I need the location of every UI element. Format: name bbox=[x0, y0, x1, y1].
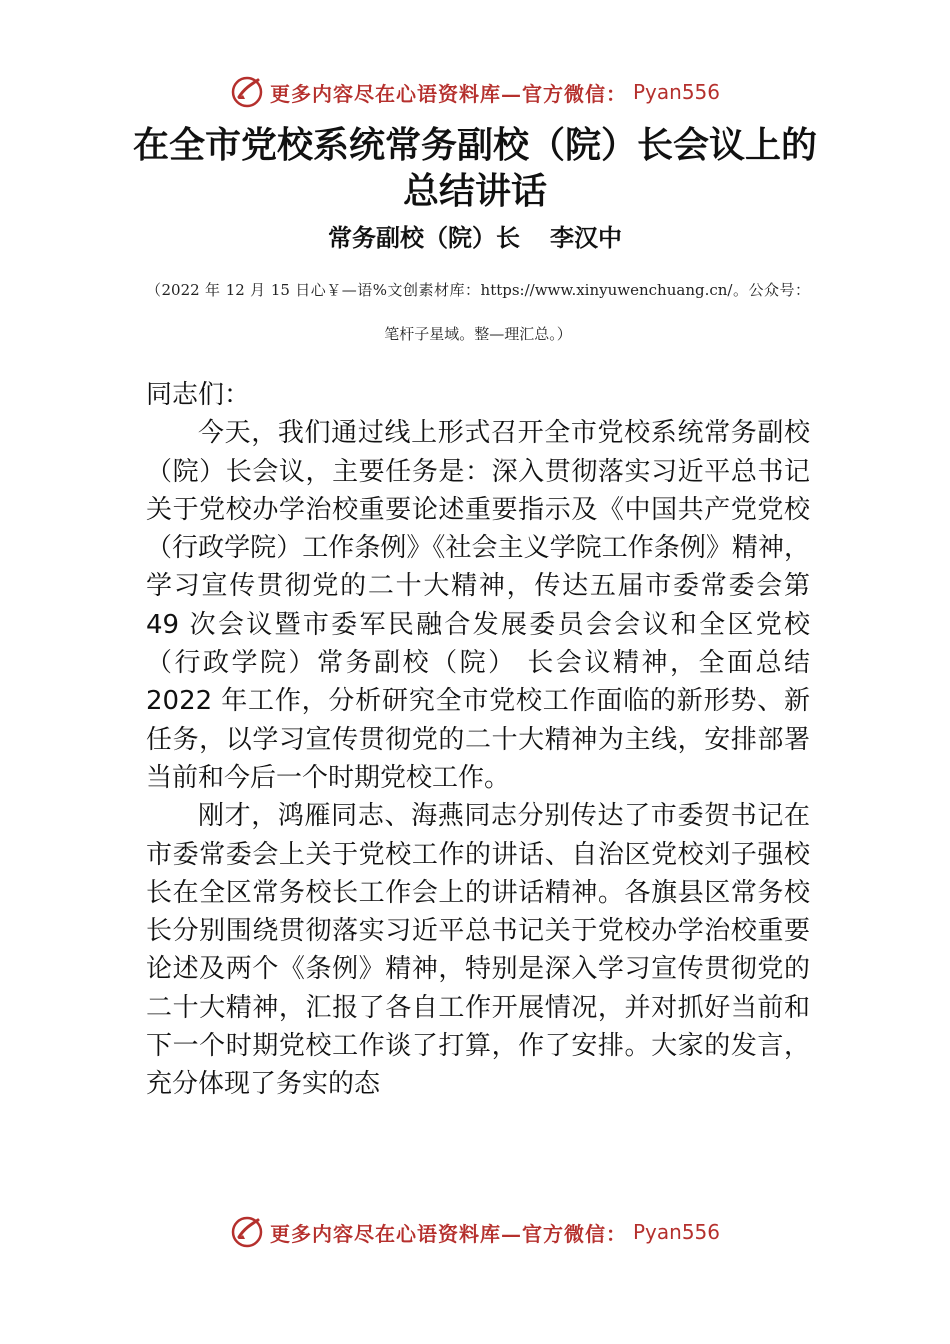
banner-text: 更多内容尽在心语资料库—官方微信： bbox=[269, 1221, 627, 1246]
document-body bbox=[146, 376, 810, 1104]
footer-banner bbox=[0, 1212, 950, 1252]
header-banner bbox=[0, 72, 950, 112]
banner-text: 更多内容尽在心语资料库—官方微信： bbox=[269, 81, 627, 106]
banner-wechat-id: Pyan556 bbox=[632, 80, 720, 104]
banner-wechat-id: Pyan556 bbox=[632, 1220, 720, 1244]
author-name: 李汉中 bbox=[550, 224, 622, 252]
greeting: 同志们： bbox=[146, 380, 251, 410]
paragraph-2: 刚才，鸿雁同志、海燕同志分别传达了市委贺书记在市委常委会上关于党校工作的讲话、自治区党校刘子强校长在全区常务校长工作会上的讲话精神。各旗县区常务校长分别围绕贯彻落实习近平总书记关于党校办学治校重要论述及两个《条例》精神，特别是深入学习宣传贯彻党的二十大精神，汇报了各自工作开展情况，并对抓好当前和下一个时期党校工作谈了打算，作了安排。大家的发言，充分体现了务实的态 bbox=[146, 801, 810, 1100]
document-title: 在全市党校系统常务副校（院）长会议上的总结讲话 bbox=[132, 124, 817, 212]
author-line bbox=[0, 218, 950, 253]
brush-logo-icon bbox=[230, 75, 264, 109]
source-note: （2022 年 12 月 15 日心￥—语%文创素材库：https://www.xinyuwenchuang.cn/。公众号：笔杆子星域。整—理汇总。） bbox=[146, 281, 810, 343]
brush-logo-icon bbox=[230, 1215, 264, 1249]
author-role: 常务副校（院）长 bbox=[328, 224, 520, 252]
paragraph-1: 今天，我们通过线上形式召开全市党校系统常务副校（院）长会议，主要任务是：深入贯彻落实习近平总书记关于党校办学治校重要论述重要指示及《中国共产党党校（行政学院）工作条例》《社会主义学院工作条例》精神，学习宣传贯彻党的二十大精神，传达五届市委常委会第 49 次会议暨市委军民融合发展委员会会议和全区党校（行政学院）常务副校（院） 长会议精神，全面总结 2022 年工作，分析研究全市党校工作面临的新形势、新任务，以学习宣传贯彻党的二十大精神为主线，安排部署当前和今后一个时期党校工作。 bbox=[146, 418, 810, 793]
